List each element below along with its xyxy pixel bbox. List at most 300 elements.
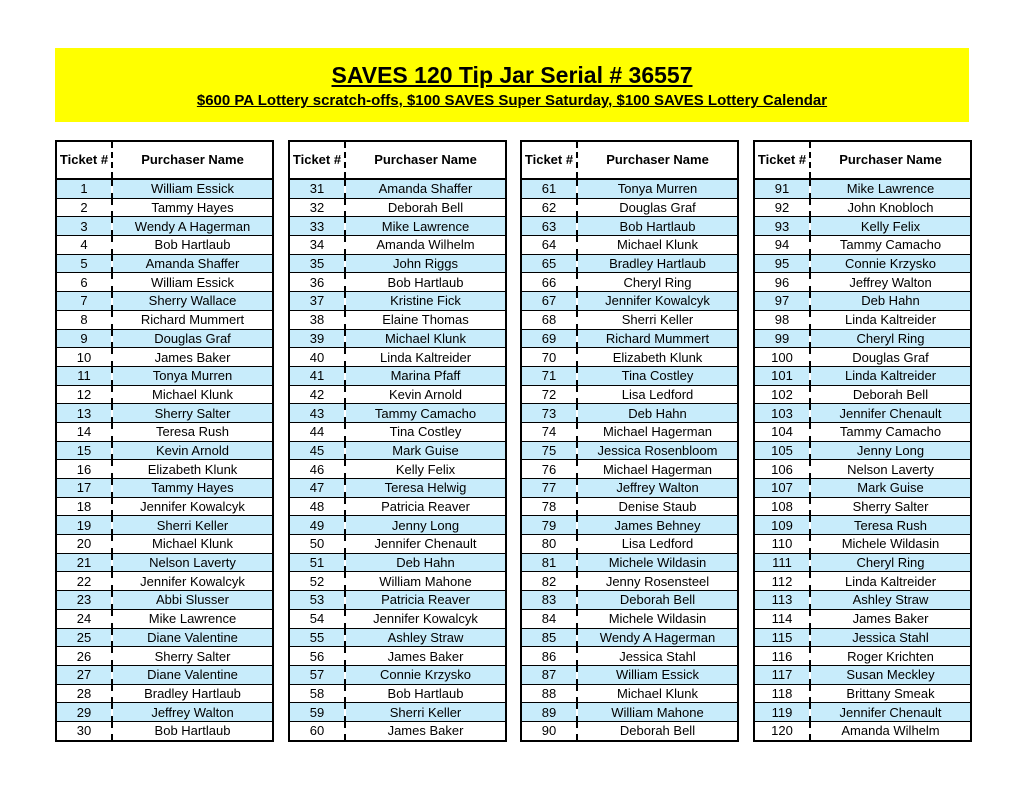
ticket-number: 98 — [754, 310, 810, 329]
table-row — [754, 254, 971, 273]
table-row — [754, 591, 971, 610]
table-row — [56, 628, 273, 647]
ticket-number: 54 — [289, 609, 345, 628]
table-row — [289, 385, 506, 404]
purchaser-name: Linda Kaltreider — [345, 348, 506, 367]
purchaser-name: Kelly Felix — [345, 460, 506, 479]
table-row — [521, 236, 738, 255]
ticket-number: 108 — [754, 497, 810, 516]
table-row — [289, 572, 506, 591]
purchaser-name: Elizabeth Klunk — [112, 460, 273, 479]
ticket-number: 35 — [289, 254, 345, 273]
title-banner — [55, 48, 969, 122]
purchaser-name: Michele Wildasin — [577, 553, 738, 572]
ticket-number-header: Ticket # — [521, 141, 577, 179]
ticket-number: 44 — [289, 422, 345, 441]
table-header-row — [289, 141, 506, 179]
table-row — [56, 366, 273, 385]
ticket-number: 86 — [521, 647, 577, 666]
purchaser-name: Deborah Bell — [577, 721, 738, 740]
ticket-number: 13 — [56, 404, 112, 423]
ticket-number: 1 — [56, 179, 112, 198]
table-row — [521, 385, 738, 404]
table-row — [521, 684, 738, 703]
purchaser-name: Roger Krichten — [810, 647, 971, 666]
ticket-number: 16 — [56, 460, 112, 479]
ticket-number: 105 — [754, 441, 810, 460]
table-row — [56, 254, 273, 273]
ticket-number: 69 — [521, 329, 577, 348]
purchaser-name: Teresa Helwig — [345, 479, 506, 498]
ticket-number: 90 — [521, 721, 577, 740]
ticket-number: 110 — [754, 535, 810, 554]
table-row — [754, 703, 971, 722]
ticket-number: 47 — [289, 479, 345, 498]
table-row — [521, 497, 738, 516]
ticket-number: 10 — [56, 348, 112, 367]
ticket-number: 31 — [289, 179, 345, 198]
ticket-number: 56 — [289, 647, 345, 666]
document-subtitle: $600 PA Lottery scratch-offs, $100 SAVES Super Saturday, $100 SAVES Lottery Calendar — [196, 92, 828, 109]
table-row — [56, 179, 273, 198]
purchaser-name: Douglas Graf — [112, 329, 273, 348]
table-row — [521, 404, 738, 423]
purchaser-name: Tammy Camacho — [810, 422, 971, 441]
table-row — [754, 497, 971, 516]
ticket-number: 30 — [56, 721, 112, 740]
purchaser-name: Bob Hartlaub — [577, 217, 738, 236]
ticket-number: 100 — [754, 348, 810, 367]
table-row — [56, 329, 273, 348]
ticket-number: 101 — [754, 366, 810, 385]
purchaser-name: Michael Hagerman — [577, 460, 738, 479]
purchaser-name: Deb Hahn — [810, 292, 971, 311]
ticket-number: 74 — [521, 422, 577, 441]
purchaser-name: Sherry Salter — [112, 647, 273, 666]
ticket-number: 15 — [56, 441, 112, 460]
ticket-number: 3 — [56, 217, 112, 236]
ticket-number: 45 — [289, 441, 345, 460]
ticket-number: 6 — [56, 273, 112, 292]
purchaser-name: Douglas Graf — [577, 198, 738, 217]
ticket-number: 94 — [754, 236, 810, 255]
purchaser-name: Tammy Hayes — [112, 198, 273, 217]
ticket-number: 79 — [521, 516, 577, 535]
table-row — [56, 441, 273, 460]
table-row — [289, 273, 506, 292]
ticket-number: 49 — [289, 516, 345, 535]
purchaser-name: Michele Wildasin — [810, 535, 971, 554]
ticket-number: 38 — [289, 310, 345, 329]
purchaser-name: Mike Lawrence — [112, 609, 273, 628]
ticket-number: 88 — [521, 684, 577, 703]
ticket-number: 115 — [754, 628, 810, 647]
table-row — [289, 348, 506, 367]
table-row — [289, 198, 506, 217]
ticket-number: 43 — [289, 404, 345, 423]
table-row — [289, 179, 506, 198]
ticket-number: 14 — [56, 422, 112, 441]
ticket-number: 19 — [56, 516, 112, 535]
purchaser-name: Jeffrey Walton — [810, 273, 971, 292]
ticket-number-header: Ticket # — [289, 141, 345, 179]
purchaser-name: Sherri Keller — [577, 310, 738, 329]
table-row — [56, 479, 273, 498]
table-row — [521, 329, 738, 348]
purchaser-name: Linda Kaltreider — [810, 366, 971, 385]
table-row — [289, 460, 506, 479]
purchaser-name: William Essick — [112, 179, 273, 198]
ticket-number: 106 — [754, 460, 810, 479]
purchaser-name: Bradley Hartlaub — [577, 254, 738, 273]
purchaser-name: Tammy Camacho — [345, 404, 506, 423]
table-row — [521, 572, 738, 591]
purchaser-name-header: Purchaser Name — [577, 141, 738, 179]
purchaser-name: Tammy Camacho — [810, 236, 971, 255]
ticket-number: 83 — [521, 591, 577, 610]
ticket-number: 9 — [56, 329, 112, 348]
table-row — [754, 628, 971, 647]
purchaser-name: Bradley Hartlaub — [112, 684, 273, 703]
table-row — [289, 535, 506, 554]
table-row — [521, 441, 738, 460]
ticket-number: 67 — [521, 292, 577, 311]
table-row — [754, 535, 971, 554]
table-row — [56, 572, 273, 591]
ticket-number: 102 — [754, 385, 810, 404]
table-row — [56, 721, 273, 740]
purchaser-name: Michael Hagerman — [577, 422, 738, 441]
ticket-number: 5 — [56, 254, 112, 273]
purchaser-name: Mark Guise — [810, 479, 971, 498]
ticket-number: 58 — [289, 684, 345, 703]
table-row — [754, 292, 971, 311]
ticket-number: 95 — [754, 254, 810, 273]
table-row — [521, 647, 738, 666]
purchaser-name: Amanda Wilhelm — [810, 721, 971, 740]
table-row — [289, 292, 506, 311]
purchaser-name: Cheryl Ring — [577, 273, 738, 292]
ticket-number: 46 — [289, 460, 345, 479]
table-row — [56, 310, 273, 329]
purchaser-name: James Baker — [112, 348, 273, 367]
purchaser-name: Jennifer Chenault — [810, 703, 971, 722]
purchaser-name-header: Purchaser Name — [112, 141, 273, 179]
table-row — [521, 703, 738, 722]
table-row — [289, 591, 506, 610]
ticket-number: 24 — [56, 609, 112, 628]
purchaser-name: Deborah Bell — [810, 385, 971, 404]
purchaser-name: Tina Costley — [577, 366, 738, 385]
ticket-number: 37 — [289, 292, 345, 311]
table-row — [521, 254, 738, 273]
table-row — [754, 348, 971, 367]
table-row — [754, 179, 971, 198]
ticket-number: 26 — [56, 647, 112, 666]
purchaser-name: Michele Wildasin — [577, 609, 738, 628]
ticket-number: 28 — [56, 684, 112, 703]
purchaser-name: Diane Valentine — [112, 628, 273, 647]
purchaser-name: Mark Guise — [345, 441, 506, 460]
table-row — [754, 609, 971, 628]
table-row — [289, 236, 506, 255]
purchaser-name: Jenny Rosensteel — [577, 572, 738, 591]
table-row — [56, 535, 273, 554]
ticket-number: 4 — [56, 236, 112, 255]
purchaser-name-header: Purchaser Name — [810, 141, 971, 179]
table-row — [289, 217, 506, 236]
ticket-number: 99 — [754, 329, 810, 348]
purchaser-name: Jennifer Kowalcyk — [345, 609, 506, 628]
ticket-number: 12 — [56, 385, 112, 404]
ticket-number: 53 — [289, 591, 345, 610]
ticket-number: 81 — [521, 553, 577, 572]
ticket-number: 64 — [521, 236, 577, 255]
ticket-number: 65 — [521, 254, 577, 273]
table-row — [56, 497, 273, 516]
purchaser-name: Ashley Straw — [345, 628, 506, 647]
document-title: SAVES 120 Tip Jar Serial # 36557 — [331, 62, 693, 88]
ticket-number: 42 — [289, 385, 345, 404]
ticket-number: 8 — [56, 310, 112, 329]
ticket-number: 39 — [289, 329, 345, 348]
table-row — [289, 684, 506, 703]
purchaser-name: Kevin Arnold — [112, 441, 273, 460]
table-row — [521, 665, 738, 684]
purchaser-name: Jennifer Kowalcyk — [577, 292, 738, 311]
table-row — [56, 460, 273, 479]
ticket-number: 57 — [289, 665, 345, 684]
table-row — [56, 404, 273, 423]
table-row — [289, 703, 506, 722]
table-row — [56, 217, 273, 236]
ticket-number: 61 — [521, 179, 577, 198]
table-row — [289, 497, 506, 516]
ticket-number: 117 — [754, 665, 810, 684]
purchaser-name: Bob Hartlaub — [345, 684, 506, 703]
purchaser-name: James Behney — [577, 516, 738, 535]
ticket-number-header: Ticket # — [56, 141, 112, 179]
purchaser-name: Nelson Laverty — [112, 553, 273, 572]
purchaser-name: Ashley Straw — [810, 591, 971, 610]
ticket-number: 111 — [754, 553, 810, 572]
purchaser-name: James Baker — [345, 647, 506, 666]
ticket-number: 73 — [521, 404, 577, 423]
purchaser-name: Elaine Thomas — [345, 310, 506, 329]
ticket-number: 97 — [754, 292, 810, 311]
table-row — [754, 198, 971, 217]
ticket-number: 59 — [289, 703, 345, 722]
purchaser-name: Sherry Salter — [112, 404, 273, 423]
table-header-row — [754, 141, 971, 179]
ticket-number: 84 — [521, 609, 577, 628]
table-row — [754, 647, 971, 666]
ticket-number: 72 — [521, 385, 577, 404]
purchaser-name: Jennifer Kowalcyk — [112, 497, 273, 516]
table-row — [754, 310, 971, 329]
table-row — [754, 404, 971, 423]
purchaser-name: Cheryl Ring — [810, 329, 971, 348]
ticket-number: 23 — [56, 591, 112, 610]
purchaser-name: Mike Lawrence — [345, 217, 506, 236]
table-row — [289, 647, 506, 666]
table-header-row — [56, 141, 273, 179]
table-row — [521, 479, 738, 498]
ticket-number: 41 — [289, 366, 345, 385]
purchaser-name: Linda Kaltreider — [810, 310, 971, 329]
purchaser-name: Jenny Long — [810, 441, 971, 460]
purchaser-name: Jennifer Chenault — [345, 535, 506, 554]
ticket-number: 96 — [754, 273, 810, 292]
table-header-row — [521, 141, 738, 179]
purchaser-name: Lisa Ledford — [577, 385, 738, 404]
purchaser-name: Jennifer Chenault — [810, 404, 971, 423]
purchaser-name: Deborah Bell — [577, 591, 738, 610]
purchaser-name: Tina Costley — [345, 422, 506, 441]
table-row — [521, 535, 738, 554]
table-row — [289, 665, 506, 684]
table-row — [289, 553, 506, 572]
ticket-number: 119 — [754, 703, 810, 722]
ticket-number: 2 — [56, 198, 112, 217]
table-row — [521, 721, 738, 740]
purchaser-name: Tammy Hayes — [112, 479, 273, 498]
table-row — [56, 553, 273, 572]
purchaser-name: Kevin Arnold — [345, 385, 506, 404]
ticket-number: 7 — [56, 292, 112, 311]
ticket-number: 87 — [521, 665, 577, 684]
ticket-number: 70 — [521, 348, 577, 367]
ticket-number: 80 — [521, 535, 577, 554]
purchaser-name: Jeffrey Walton — [112, 703, 273, 722]
purchaser-name: Elizabeth Klunk — [577, 348, 738, 367]
purchaser-name: William Mahone — [345, 572, 506, 591]
purchaser-name: William Essick — [577, 665, 738, 684]
table-row — [289, 441, 506, 460]
table-row — [521, 310, 738, 329]
ticket-number: 113 — [754, 591, 810, 610]
table-row — [289, 254, 506, 273]
table-row — [521, 460, 738, 479]
purchaser-name: Amanda Shaffer — [112, 254, 273, 273]
table-row — [289, 366, 506, 385]
ticket-number: 68 — [521, 310, 577, 329]
ticket-number: 27 — [56, 665, 112, 684]
purchaser-name: Tonya Murren — [577, 179, 738, 198]
purchaser-name: Jennifer Kowalcyk — [112, 572, 273, 591]
purchaser-name: Amanda Shaffer — [345, 179, 506, 198]
table-row — [56, 684, 273, 703]
ticket-number: 89 — [521, 703, 577, 722]
ticket-number: 85 — [521, 628, 577, 647]
purchaser-name: Wendy A Hagerman — [112, 217, 273, 236]
ticket-number: 78 — [521, 497, 577, 516]
purchaser-name: Teresa Rush — [112, 422, 273, 441]
table-row — [289, 479, 506, 498]
purchaser-name: Mike Lawrence — [810, 179, 971, 198]
purchaser-name: Kelly Felix — [810, 217, 971, 236]
purchaser-name: Abbi Slusser — [112, 591, 273, 610]
table-row — [521, 422, 738, 441]
ticket-number: 109 — [754, 516, 810, 535]
table-row — [56, 273, 273, 292]
purchaser-name: Douglas Graf — [810, 348, 971, 367]
table-row — [56, 665, 273, 684]
purchaser-name: Bob Hartlaub — [345, 273, 506, 292]
table-row — [289, 422, 506, 441]
ticket-number: 118 — [754, 684, 810, 703]
ticket-number: 55 — [289, 628, 345, 647]
purchaser-name: Diane Valentine — [112, 665, 273, 684]
ticket-number: 77 — [521, 479, 577, 498]
ticket-number: 62 — [521, 198, 577, 217]
purchaser-name: Linda Kaltreider — [810, 572, 971, 591]
purchaser-name: Richard Mummert — [577, 329, 738, 348]
table-row — [521, 591, 738, 610]
ticket-number: 18 — [56, 497, 112, 516]
ticket-number: 48 — [289, 497, 345, 516]
ticket-number: 120 — [754, 721, 810, 740]
ticket-number: 93 — [754, 217, 810, 236]
ticket-number: 25 — [56, 628, 112, 647]
table-row — [521, 628, 738, 647]
purchaser-name: Marina Pfaff — [345, 366, 506, 385]
purchaser-name: Denise Staub — [577, 497, 738, 516]
purchaser-name: William Essick — [112, 273, 273, 292]
purchaser-name: Michael Klunk — [577, 236, 738, 255]
purchaser-name: John Knobloch — [810, 198, 971, 217]
table-row — [754, 553, 971, 572]
purchaser-name: James Baker — [810, 609, 971, 628]
purchaser-name: Michael Klunk — [112, 535, 273, 554]
ticket-number-header: Ticket # — [754, 141, 810, 179]
table-row — [754, 665, 971, 684]
table-row — [56, 385, 273, 404]
ticket-number: 103 — [754, 404, 810, 423]
table-row — [521, 553, 738, 572]
purchaser-name: Michael Klunk — [345, 329, 506, 348]
purchaser-name: Deborah Bell — [345, 198, 506, 217]
ticket-table-1 — [55, 140, 274, 742]
purchaser-name: Jessica Stahl — [810, 628, 971, 647]
table-row — [56, 609, 273, 628]
ticket-number: 52 — [289, 572, 345, 591]
table-row — [521, 366, 738, 385]
ticket-number: 107 — [754, 479, 810, 498]
purchaser-name: Teresa Rush — [810, 516, 971, 535]
table-row — [289, 329, 506, 348]
ticket-number: 60 — [289, 721, 345, 740]
table-row — [754, 366, 971, 385]
ticket-number: 20 — [56, 535, 112, 554]
purchaser-name: Brittany Smeak — [810, 684, 971, 703]
purchaser-name: Connie Krzysko — [810, 254, 971, 273]
table-row — [754, 422, 971, 441]
purchaser-name: Jessica Stahl — [577, 647, 738, 666]
ticket-number: 82 — [521, 572, 577, 591]
table-row — [56, 198, 273, 217]
table-row — [56, 647, 273, 666]
table-row — [56, 348, 273, 367]
table-row — [56, 292, 273, 311]
purchaser-name: Patricia Reaver — [345, 497, 506, 516]
purchaser-name: James Baker — [345, 721, 506, 740]
ticket-number: 66 — [521, 273, 577, 292]
ticket-number: 75 — [521, 441, 577, 460]
ticket-number: 17 — [56, 479, 112, 498]
table-row — [289, 609, 506, 628]
ticket-number: 92 — [754, 198, 810, 217]
